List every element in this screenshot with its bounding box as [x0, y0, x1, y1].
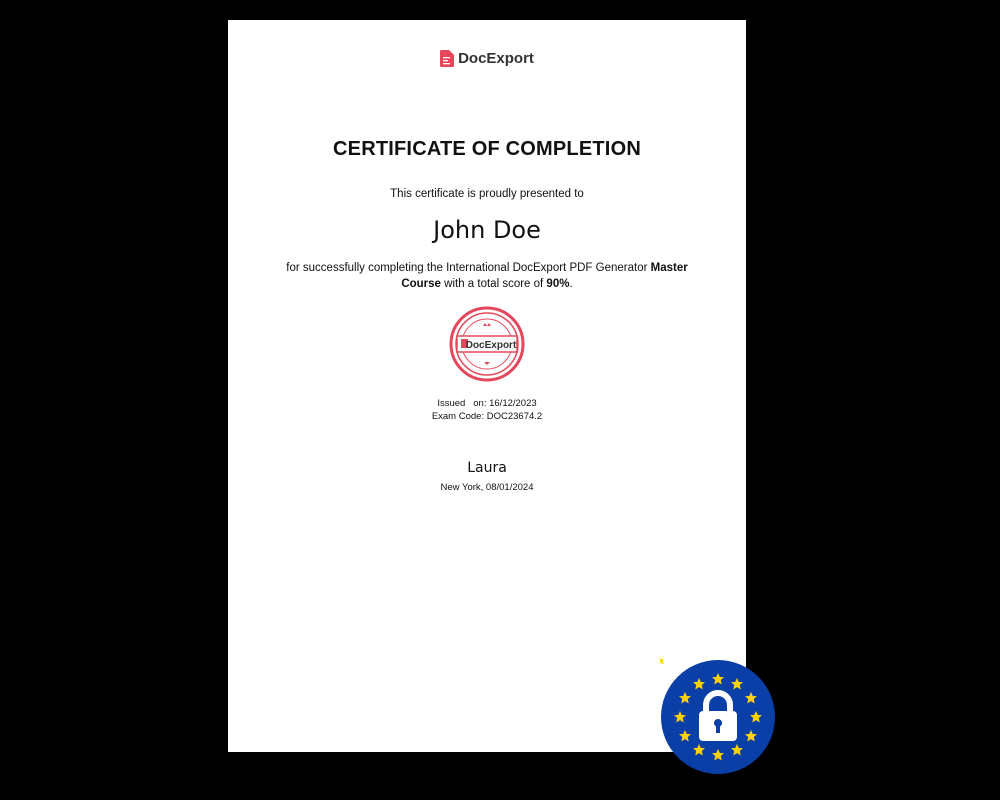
issued-date: 16/12/2023: [489, 398, 537, 409]
svg-text:DocExport: DocExport: [465, 340, 517, 351]
docexport-seal: [228, 306, 746, 382]
brand-name: DocExport: [458, 50, 534, 67]
exam-code: DOC23674.2: [486, 411, 543, 422]
signer-name: Laura: [467, 460, 507, 476]
presented-text: This certificate is proudly presented to: [390, 188, 584, 200]
eu-lock-badge: [660, 659, 776, 780]
brand-logo: [228, 50, 746, 67]
document-icon: [440, 50, 454, 67]
completion-description: for successfully completing the International DocExport PDF Generator Master Course with a total score of 90%.: [286, 262, 688, 290]
recipient-name: John Doe: [433, 216, 541, 244]
place-date: New York, 08/01/2024: [440, 482, 534, 493]
certificate-page: [228, 20, 746, 752]
certificate-title: CERTIFICATE OF COMPLETION: [333, 138, 641, 160]
eu-lock-icon: [660, 659, 776, 775]
seal-icon: [449, 306, 525, 382]
issue-info: Issued on: 16/12/2023 Exam Code: DOC23674.2: [431, 398, 543, 422]
